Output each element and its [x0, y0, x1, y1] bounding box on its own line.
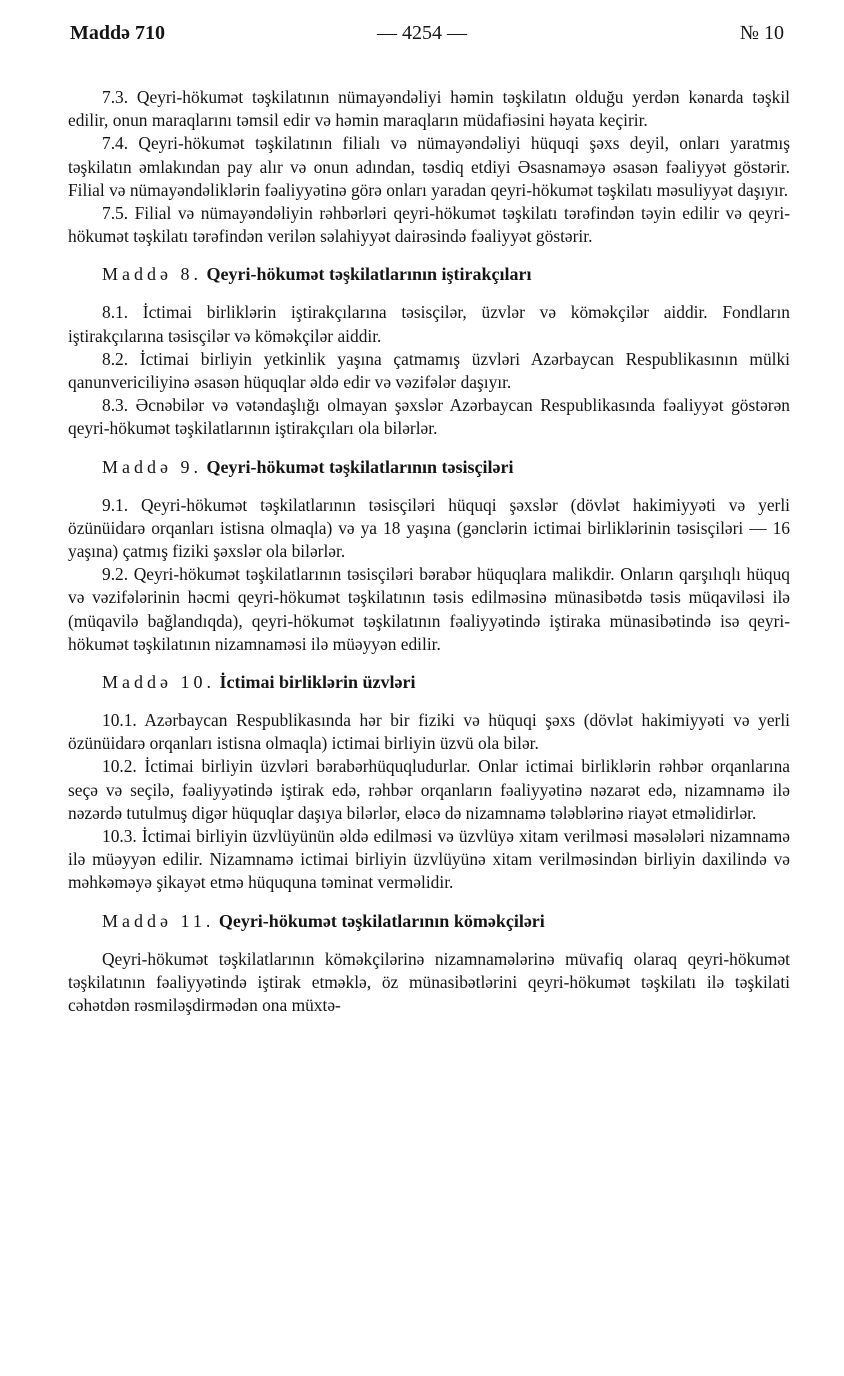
paragraph: Qeyri-hökumət təşkilatlarının köməkçilərinə nizamnamələrinə müvafiq olaraq qeyri-hökumət təşkilatının fəaliyyətində iştirak etməklə, öz münasibətlərini qeyri-hökumət təşkilatı ilə təşkilati cəhətdən rəsmiləşdirmədən ona müxtə-: [68, 948, 790, 1016]
paragraph: 7.4. Qeyri-hökumət təşkilatının filialı və nümayəndəliyi hüquqi şəxs deyil, onları yaratmış təşkilatın əmlakından pay alır və onun adından, təsdiq etdiyi Əsasnaməyə əsasən fəaliyyət göstərir. Filial və nümayəndəliklərin fəaliyyətinə görə onları yaradan qeyri-hökumət təşkilatı məsuliyyət daşıyır.: [68, 133, 790, 200]
article-label: Maddə 10.: [102, 672, 215, 693]
article-label: Maddə 11.: [102, 910, 215, 931]
article-title: Qeyri-hökumət təşkilatlarının köməkçiləri: [218, 910, 545, 931]
article-number-header: Maddə 710: [70, 22, 165, 44]
paragraph: 10.2. İctimai birliyin üzvləri bərabərhüquqludurlar. Onlar ictimai birliklərin rəhbər orqanlarına seçə və seçilə, fəaliyyətində iştirak edə, rəhbər orqanların fəaliyyətinə nəzarət edə, nizamnamə ilə nəzərdə tutulmuş digər hüquqlar daşıya bilərlər, eləcə də nizamnamə tələblərinə riayət etməlidirlər.: [68, 756, 790, 823]
paragraph: 8.2. İctimai birliyin yetkinlik yaşına çatmamış üzvləri Azərbaycan Respublikasının mülki qanunvericiliyinə əsasən hüquqlar əldə edir və vəzifələr daşıyır.: [68, 348, 790, 393]
article-title: Qeyri-hökumət təşkilatlarının təsisçiləri: [206, 456, 514, 477]
article-title: Qeyri-hökumət təşkilatlarının iştirakçıları: [206, 264, 532, 285]
paragraph: 10.1. Azərbaycan Respublikasında hər bir fiziki və hüquqi şəxs (dövlət hakimiyyəti və yerli özünüidarə orqanları istisna olmaqla) ictimai birliyin üzvü ola bilər.: [68, 710, 790, 754]
paragraph: 9.2. Qeyri-hökumət təşkilatlarının təsisçiləri bərabər hüquqlara malikdir. Onların qarşılıqlı hüquq və vəzifələrinin həcmi qeyri-hökumət təşkilatının təsis edilməsinə münasibətdə təsis müqaviləsi ilə (müqavilə bağlandıqda), qeyri-hökumət təşkilatının fəaliyyətində iştiraka münasibətində isə qeyri-hökumət təşkilatının nizamnaməsi ilə müəyyən edilir.: [68, 564, 790, 654]
article-heading: [68, 456, 790, 479]
article-title: İctimai birliklərin üzvləri: [219, 672, 416, 693]
article-heading: [68, 671, 790, 694]
article-label: Maddə 8.: [102, 264, 202, 285]
page-number: — 4254 —: [377, 22, 467, 44]
issue-number: № 10: [739, 22, 784, 44]
paragraph: 10.3. İctimai birliyin üzvlüyünün əldə edilməsi və üzvlüyə xitam verilməsi məsələləri nizamnamə ilə müəyyən edilir. Nizamnamə ictimai birliyin üzvlüyünə xitam verilməsindən birliyin daxilində və məhkəməyə şikayət etmə hüququna təminat verməlidir.: [68, 826, 790, 893]
paragraph: 7.5. Filial və nümayəndəliyin rəhbərləri qeyri-hökumət təşkilatı tərəfindən təyin edilir və qeyri-hökumət təşkilatı tərəfindən verilən səlahiyyət dairəsində fəaliyyət göstərir.: [68, 203, 790, 247]
paragraph: 7.3. Qeyri-hökumət təşkilatının nümayəndəliyi həmin təşkilatın olduğu yerdən kənarda təşkil edilir, onun maraqlarını təmsil edir və həmin maraqların müdafiəsini həyata keçirir.: [68, 87, 790, 131]
article-heading: [68, 910, 790, 933]
paragraph: 8.1. İctimai birliklərin iştirakçılarına təsisçilər, üzvlər və köməkçilər aiddir. Fondların iştirakçılarına təsisçilər və köməkçilər aiddir.: [68, 302, 790, 346]
article-heading: [68, 263, 790, 286]
paragraph: 8.3. Əcnəbilər və vətəndaşlığı olmayan şəxslər Azərbaycan Respublikasında fəaliyyət göstərən qeyri-hökumət təşkilatlarının iştirakçıları ola bilərlər.: [68, 395, 790, 439]
article-label: Maddə 9.: [102, 456, 202, 477]
paragraph: 9.1. Qeyri-hökumət təşkilatlarının təsisçiləri hüquqi şəxslər (dövlət hakimiyyəti və yerli özünüidarə orqanları istisna olmaqla) və ya 18 yaşına (gənclərin ictimai birliklərinin təsisçiləri — 16 yaşına) çatmış fiziki şəxslər ola bilərlər.: [68, 494, 790, 562]
document-body: [68, 86, 790, 1017]
